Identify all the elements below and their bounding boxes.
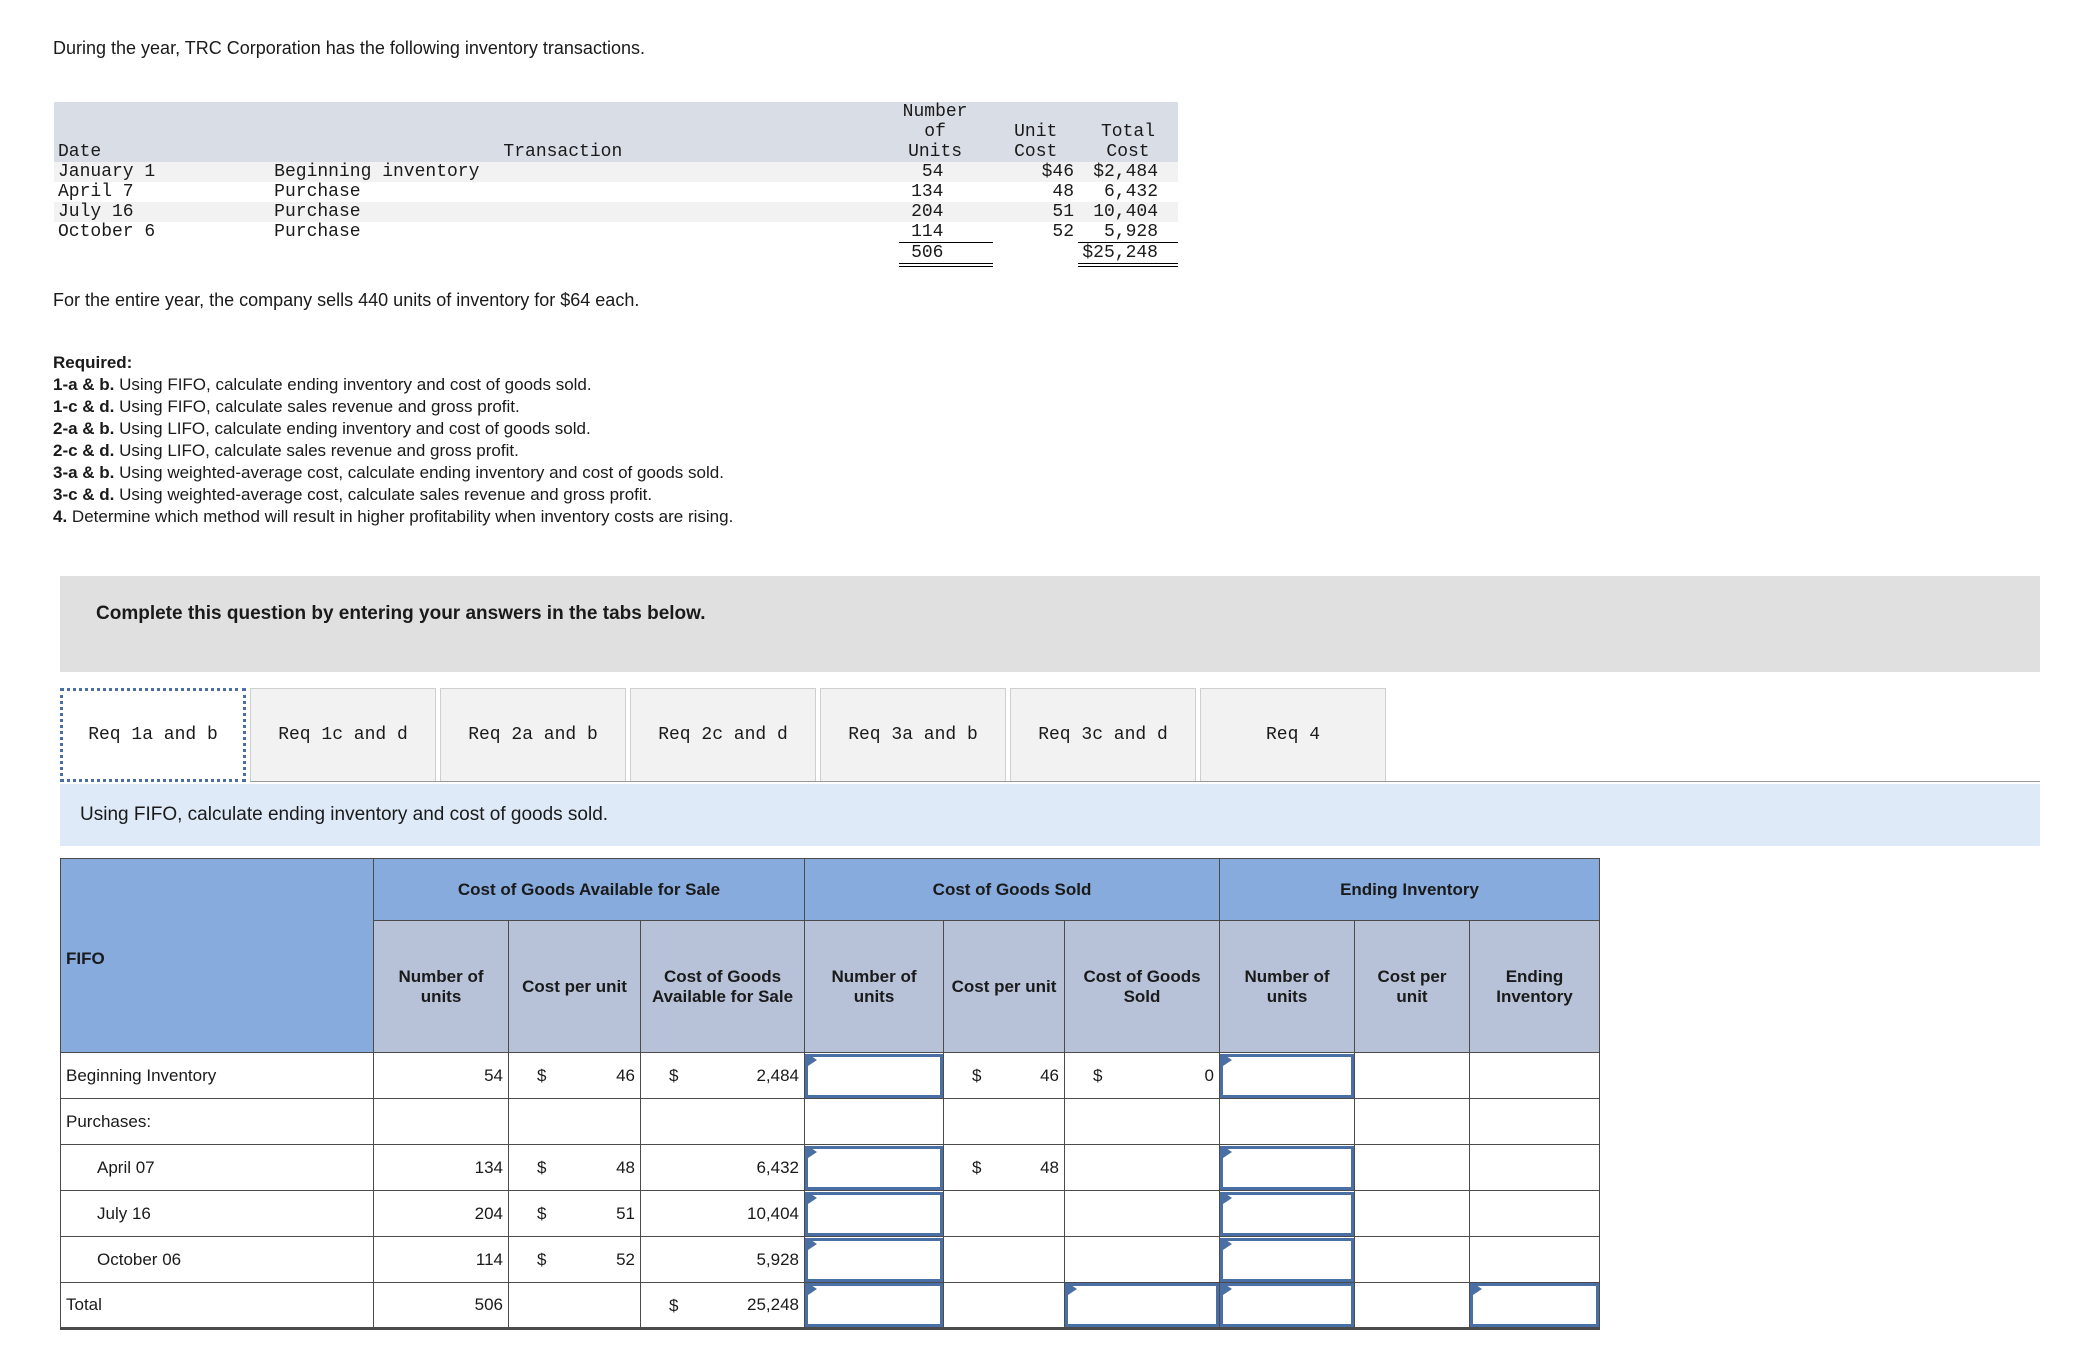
tx-header-unit-cost: Unit Cost [993,102,1078,162]
table-row: July 16 204 $ 51 10,404 [61,1191,1600,1237]
tx-total-cost: $25,248 [1078,243,1178,266]
tx-header-units: Number of Units [899,102,994,162]
col-cogs-cost-per-unit: Cost per unit [944,921,1065,1053]
row-label: July 16 [61,1191,374,1237]
ending-units-input-april[interactable] [1220,1146,1354,1190]
col-ending-units: Number of units [1220,921,1355,1053]
tx-header-transaction: Transaction [270,102,626,162]
tx-header-date: Date [54,102,270,162]
required-item: 2-c & d. Using LIFO, calculate sales revenue and gross profit. [53,441,519,460]
ending-units-input-july[interactable] [1220,1192,1354,1236]
ending-units-input-total[interactable] [1220,1283,1354,1327]
group-ending: Ending Inventory [1220,859,1600,921]
tx-total-units: 506 [899,243,994,266]
required-item: 3-a & b. Using weighted-average cost, calculate ending inventory and cost of goods sold. [53,463,724,482]
col-cogs-total: Cost of Goods Sold [1065,921,1220,1053]
table-row: Beginning Inventory 54 $ 46 $ 2,484 $ 46 $ 0 [61,1053,1600,1099]
row-label: October 06 [61,1237,374,1283]
required-heading: Required: [53,353,133,372]
tx-total-row [54,243,1178,266]
tab-divider [250,781,2040,782]
col-units: Number of units [374,921,509,1053]
row-label: April 07 [61,1145,374,1191]
col-cost-per-unit: Cost per unit [509,921,641,1053]
table-row [61,1099,1600,1145]
cogs-units-input-october[interactable] [805,1238,943,1282]
tab-req-3a-b[interactable]: Req 3a and b [820,688,1006,782]
cogs-units-input-april[interactable] [805,1146,943,1190]
row-label: Total [61,1283,374,1329]
tab-req-1a-b[interactable]: Req 1a and b [60,688,246,782]
row-label: Beginning Inventory [61,1053,374,1099]
col-ending-cost-per-unit: Cost per unit [1355,921,1470,1053]
ending-units-input-beginning[interactable] [1220,1054,1354,1098]
table-row: April 07 134 $ 48 6,432 $ 48 [61,1145,1600,1191]
col-ending-total: Ending Inventory [1470,921,1600,1053]
sales-text: For the entire year, the company sells 440 units of inventory for $64 each. [53,290,640,310]
required-list [53,352,733,528]
tx-row: October 6 Purchase 114 52 5,928 [54,222,1178,243]
group-cogas: Cost of Goods Available for Sale [374,859,805,921]
cogs-units-input-july[interactable] [805,1192,943,1236]
tx-row: January 1 Beginning inventory 54 $46 $2,484 [54,162,1178,182]
required-item: 1-c & d. Using FIFO, calculate sales revenue and gross profit. [53,397,520,416]
ending-units-input-october[interactable] [1220,1238,1354,1282]
tab-req-2c-d[interactable]: Req 2c and d [630,688,816,782]
instruction-text: Using FIFO, calculate ending inventory and cost of goods sold. [60,784,2040,846]
tx-header-total-cost: Total Cost [1078,102,1178,162]
tx-row: April 7 Purchase 134 48 6,432 [54,182,1178,202]
complete-banner: Complete this question by entering your answers in the tabs below. [60,576,2040,672]
tab-req-4[interactable]: Req 4 [1200,688,1386,782]
tab-bar [60,688,1390,782]
cogs-units-input-total[interactable] [805,1283,943,1327]
col-cogas: Cost of Goods Available for Sale [641,921,805,1053]
ending-inventory-total-input[interactable] [1470,1283,1599,1327]
intro-text: During the year, TRC Corporation has the following inventory transactions. [53,38,645,58]
tab-req-3c-d[interactable]: Req 3c and d [1010,688,1196,782]
table-row: October 06 114 $ 52 5,928 [61,1237,1600,1283]
group-cogs: Cost of Goods Sold [805,859,1220,921]
fifo-table [60,858,1600,1330]
tab-req-1c-d[interactable]: Req 1c and d [250,688,436,782]
table-row-total: Total 506 $ 25,248 [61,1283,1600,1329]
required-item: 4. Determine which method will result in higher profitability when inventory costs are rising. [53,507,734,526]
tab-req-2a-b[interactable]: Req 2a and b [440,688,626,782]
cogs-total-input[interactable] [1065,1283,1219,1327]
row-label: Purchases: [61,1099,374,1145]
transactions-table [54,102,1178,267]
fifo-label: FIFO [61,859,374,1053]
cogs-units-input-beginning[interactable] [805,1054,943,1098]
required-item: 3-c & d. Using weighted-average cost, calculate sales revenue and gross profit. [53,485,653,504]
required-item: 1-a & b. Using FIFO, calculate ending inventory and cost of goods sold. [53,375,592,394]
required-item: 2-a & b. Using LIFO, calculate ending inventory and cost of goods sold. [53,419,591,438]
col-cogs-units: Number of units [805,921,944,1053]
tx-row: July 16 Purchase 204 51 10,404 [54,202,1178,222]
